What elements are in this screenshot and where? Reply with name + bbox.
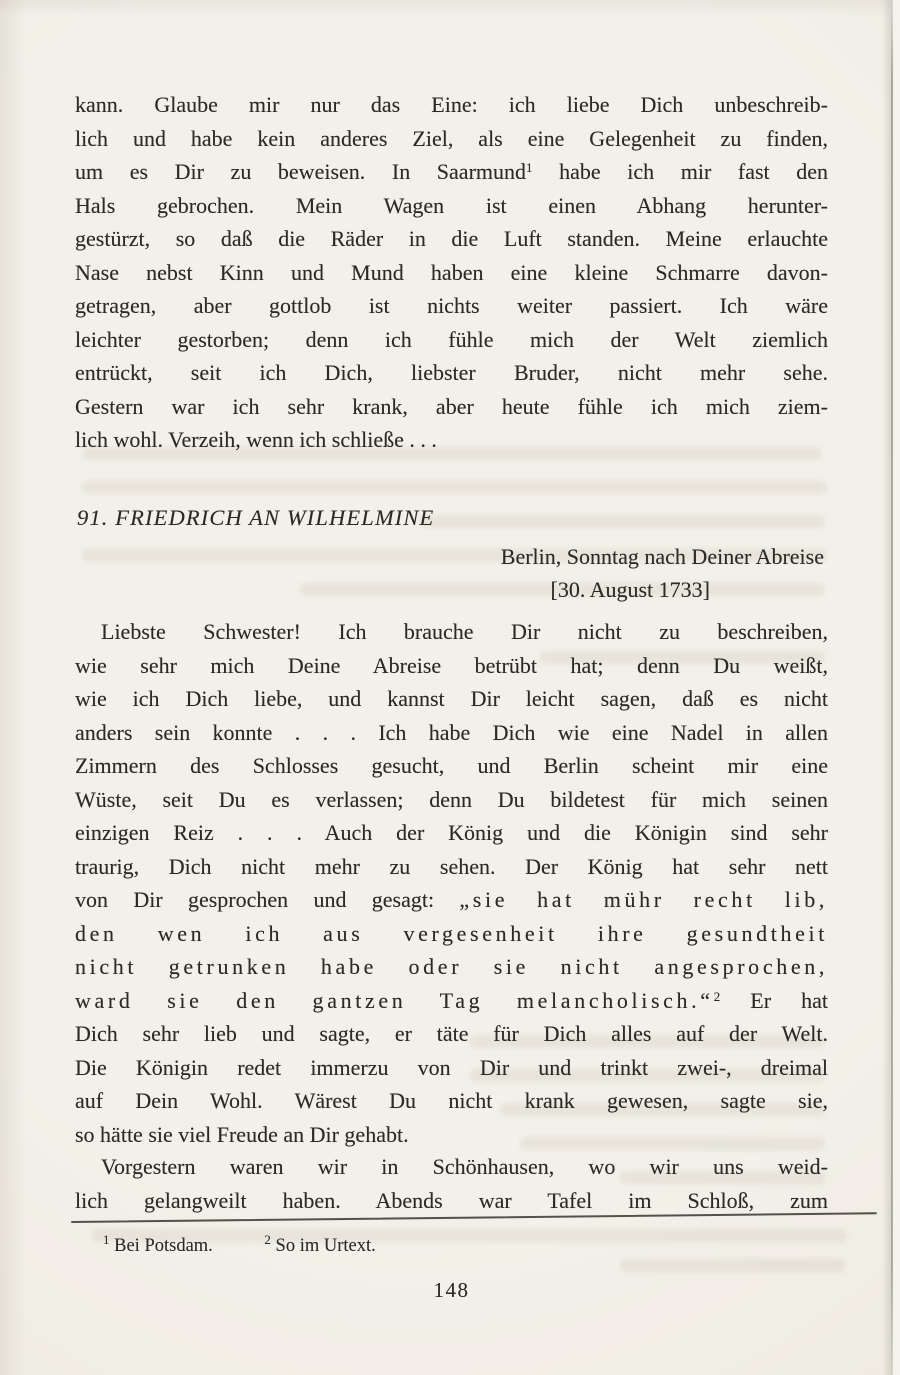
text-segment: Nase nebst Kinn und Mund haben eine kleine Schmarre davon- (75, 259, 828, 285)
text-line (75, 1084, 828, 1118)
text-segment: lich und habe kein anderes Ziel, als eine Gelegenheit zu finden, (75, 125, 828, 151)
letter-heading: 91. FRIEDRICH AN WILHELMINE (77, 505, 435, 530)
text-line (75, 917, 828, 951)
page-edge-margin (893, 0, 900, 1375)
text-segment: Gestern war ich sehr krank, aber heute fühle ich mich ziem- (75, 393, 828, 419)
text-segment: entrückt, seit ich Dich, liebster Bruder, nicht mehr sehe. (75, 360, 828, 385)
footnote-2 (264, 1233, 375, 1259)
text-line (75, 356, 828, 390)
text-segment: lich wohl. Verzeih, wenn ich schließe . . . (75, 427, 437, 452)
page-number: 148 (433, 1278, 470, 1302)
text-segment: gestürzt, so daß die Räder in die Luft standen. Meine erlauchte (75, 226, 828, 251)
footnote-marker: 1 (103, 1232, 110, 1247)
text-line (75, 222, 828, 256)
text-segment: Liebste Schwester! Ich brauche Dir nicht zu beschreiben, (101, 619, 828, 644)
text-line (75, 615, 828, 649)
text-line (75, 155, 828, 189)
text-line (75, 984, 828, 1018)
text-segment: anders sein konnte . . . Ich habe Dich wie eine Nadel in allen (75, 719, 828, 745)
footnote-marker: 2 (264, 1232, 271, 1247)
text-line (75, 1017, 828, 1051)
text-line (75, 122, 828, 156)
text-line (75, 390, 828, 424)
text-line (75, 1184, 828, 1218)
text-segment: Zimmern des Schlosses gesucht, und Berlin scheint mir eine (75, 753, 828, 778)
bleedthrough-smudge (620, 1259, 845, 1272)
text-segment: Hals gebrochen. Mein Wagen ist einen Abhang herunter- (75, 192, 828, 218)
footnote-marker: 1 (526, 160, 533, 175)
letter-dateline-date: [30. August 1733] (550, 577, 710, 602)
text-line (75, 323, 828, 357)
text-segment: Wüste, seit Du es verlassen; denn Du bildetest für mich seinen (75, 786, 828, 812)
letter-dateline-place: Berlin, Sonntag nach Deiner Abreise (500, 544, 824, 569)
text-segment: Er hat (720, 987, 828, 1013)
text-line (75, 1118, 828, 1152)
text-segment: habe ich mir fast den (532, 159, 828, 184)
paragraph-continuation (75, 88, 828, 457)
text-segment: ward sie den gantzen Tag melancholisch.“ (75, 987, 714, 1013)
text-line (75, 189, 828, 223)
paragraph-letter-body (75, 615, 828, 1151)
text-segment: lich gelangweilt haben. Abends war Tafel im Schloß, zum (75, 1187, 828, 1213)
text-segment: den wen ich aus vergesenheit ihre gesundtheit (75, 920, 828, 946)
text-line (75, 423, 828, 457)
text-line (75, 816, 828, 850)
text-segment: Vorgestern waren wir in Schönhausen, wo wir uns weid- (101, 1154, 828, 1179)
text-segment: wie ich Dich liebe, und kannst Dir leicht sagen, daß es nicht (75, 686, 828, 711)
text-segment: um es Dir zu beweisen. In Saarmund (75, 159, 527, 184)
text-segment: von Dir gesprochen und gesagt: (75, 887, 460, 912)
paragraph-letter-body-2 (75, 1150, 828, 1217)
text-line (75, 850, 828, 884)
text-line (75, 289, 828, 323)
text-line (75, 649, 828, 683)
text-line (75, 256, 828, 290)
text-segment: wie sehr mich Deine Abreise betrübt hat; denn Du weißt, (75, 652, 828, 678)
text-line (75, 749, 828, 783)
page-edge-shadow (882, 0, 891, 1375)
text-segment: getragen, aber gottlob ist nichts weiter passiert. Ich wäre (75, 293, 828, 318)
text-line (75, 883, 828, 917)
text-segment: so hätte sie viel Freude an Dir gehabt. (75, 1121, 409, 1147)
text-segment: leichter gestorben; denn ich fühle mich der Welt ziemlich (75, 326, 828, 352)
text-line (75, 1051, 828, 1085)
bleedthrough-smudge (82, 481, 827, 494)
text-line (75, 783, 828, 817)
footnotes (75, 1233, 828, 1259)
text-line (75, 682, 828, 716)
footnote-marker: 2 (713, 988, 721, 1004)
text-segment: einzigen Reiz . . . Auch der König und die Königin sind sehr (75, 820, 828, 845)
text-line (75, 950, 828, 984)
text-line (75, 716, 828, 750)
text-line (75, 88, 828, 122)
text-segment: „sie hat mühr recht lib, (459, 887, 828, 912)
text-segment: traurig, Dich nicht mehr zu sehen. Der König hat sehr nett (75, 853, 828, 879)
text-segment: auf Dein Wohl. Wärest Du nicht krank gewesen, sagte sie, (75, 1088, 828, 1113)
text-segment: Dich sehr lieb und sagte, er täte für Dich alles auf der Welt. (75, 1021, 828, 1046)
text-segment: nicht getrunken habe oder sie nicht angesprochen, (75, 954, 828, 979)
text-segment: kann. Glaube mir nur das Eine: ich liebe Dich unbeschreib- (75, 92, 828, 117)
text-line (75, 1150, 828, 1184)
text-segment: Die Königin redet immerzu von Dir und trinkt zwei-, dreimal (75, 1054, 828, 1080)
text-segment: Bei Potsdam. (109, 1236, 213, 1256)
text-segment: So im Urtext. (270, 1236, 376, 1256)
bleedthrough-smudge (420, 515, 825, 528)
footnote-1 (103, 1233, 213, 1259)
